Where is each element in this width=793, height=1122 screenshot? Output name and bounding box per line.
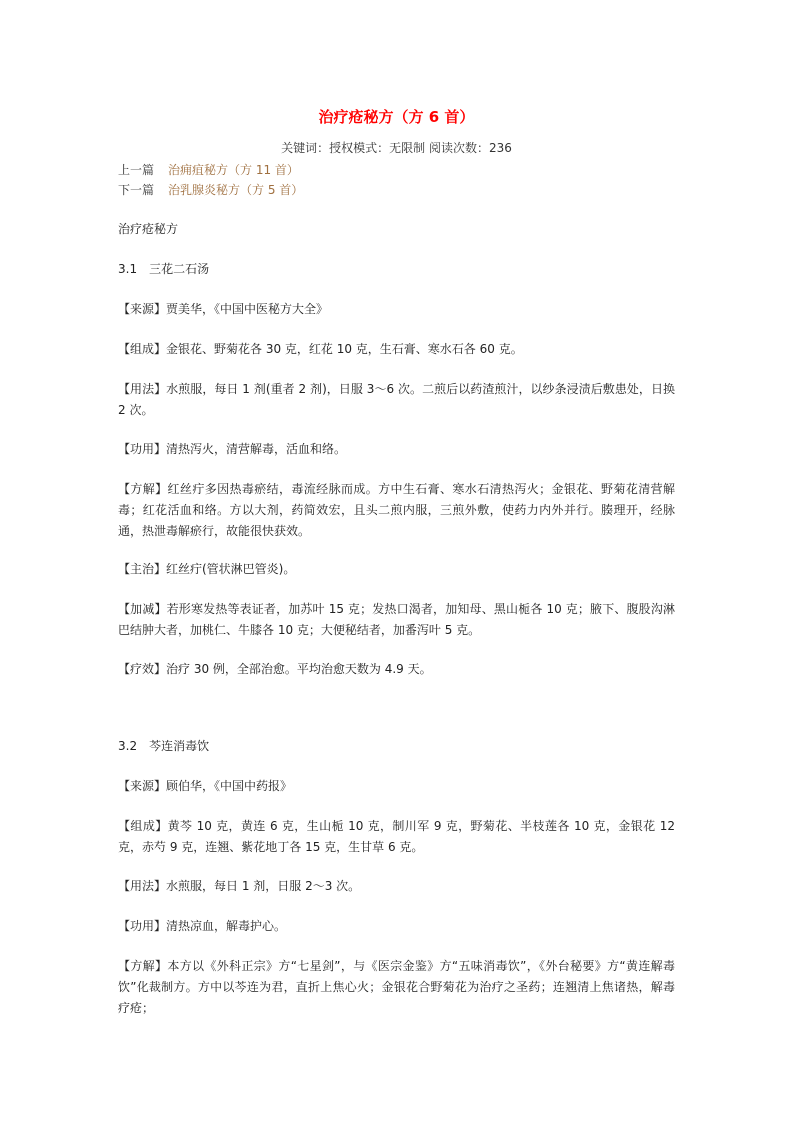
paragraph-composition: 【组成】金银花、野菊花各 30 克，红花 10 克，生石膏、寒水石各 60 克。	[118, 342, 523, 356]
paragraph-efficacy: 【疗效】治疗 30 例，全部治愈。平均治愈天数为 4.9 天。	[118, 662, 432, 676]
prev-article-link[interactable]: 治痈疽秘方（方 11 首）	[168, 163, 299, 177]
paragraph-composition: 【组成】黄芩 10 克，黄连 6 克，生山栀 10 克，制川军 9 克，野菊花、半枝莲各 10 克，金银花 12 克，赤芍 9 克，连翘、紫花地丁各 15 克，生甘草 6 克。	[118, 819, 675, 854]
paragraph-explanation: 【方解】本方以《外科正宗》方“七星剑”，与《医宗金鉴》方“五味消毒饮”，《外台秘要》方“黄连解毒饮”化裁制方。方中以芩连为君，直折上焦心火；金银花合野菊花为治疗之圣药；连翘清上焦诸热，解毒疗疮；	[118, 959, 675, 1015]
paragraph-usage: 【用法】水煎服，每日 1 剂，日服 2～3 次。	[118, 879, 361, 893]
paragraph-source: 【来源】贾美华，《中国中医秘方大全》	[118, 302, 329, 316]
section-heading: 治疗疮秘方	[118, 222, 179, 236]
paragraph-function: 【功用】清热泻火，清营解毒，活血和络。	[118, 442, 347, 456]
paragraph-indication: 【主治】红丝疔(管状淋巴管炎)。	[118, 562, 296, 576]
next-article	[118, 181, 303, 198]
paragraph-usage: 【用法】水煎服，每日 1 剂(重者 2 剂)，日服 3～6 次。二煎后以药渣煎汁，以纱条浸渍后敷患处，日换 2 次。	[118, 382, 675, 417]
recipe-heading: 3.2 芩连消毒饮	[118, 739, 210, 753]
paragraph-modification: 【加减】若形寒发热等表证者，加苏叶 15 克；发热口渴者，加知母、黑山栀各 10 克；腋下、腹股沟淋巴结肿大者，加桃仁、牛膝各 10 克；大便秘结者，加番泻叶 5 克。	[118, 602, 675, 637]
article-meta: 关键词：授权模式：无限制 阅读次数：236	[281, 141, 512, 155]
next-label: 下一篇	[118, 183, 155, 197]
recipe-heading: 3.1 三花二石汤	[118, 262, 210, 276]
page-title: 治疗疮秘方（方 6 首）	[318, 108, 475, 126]
prev-article	[118, 161, 299, 178]
next-article-link[interactable]: 治乳腺炎秘方（方 5 首）	[168, 183, 304, 197]
paragraph-source: 【来源】顾伯华，《中国中药报》	[118, 779, 293, 793]
prev-label: 上一篇	[118, 163, 155, 177]
paragraph-explanation: 【方解】红丝疔多因热毒瘀结，毒流经脉而成。方中生石膏、寒水石清热泻火；金银花、野菊花清营解毒；红花活血和络。方以大剂，药简效宏，且头二煎内服，三煎外敷，使药力内外并行。腠理开，经脉通，热泄毒解瘀行，故能很快获效。	[118, 482, 675, 538]
paragraph-function: 【功用】清热凉血，解毒护心。	[118, 919, 287, 933]
